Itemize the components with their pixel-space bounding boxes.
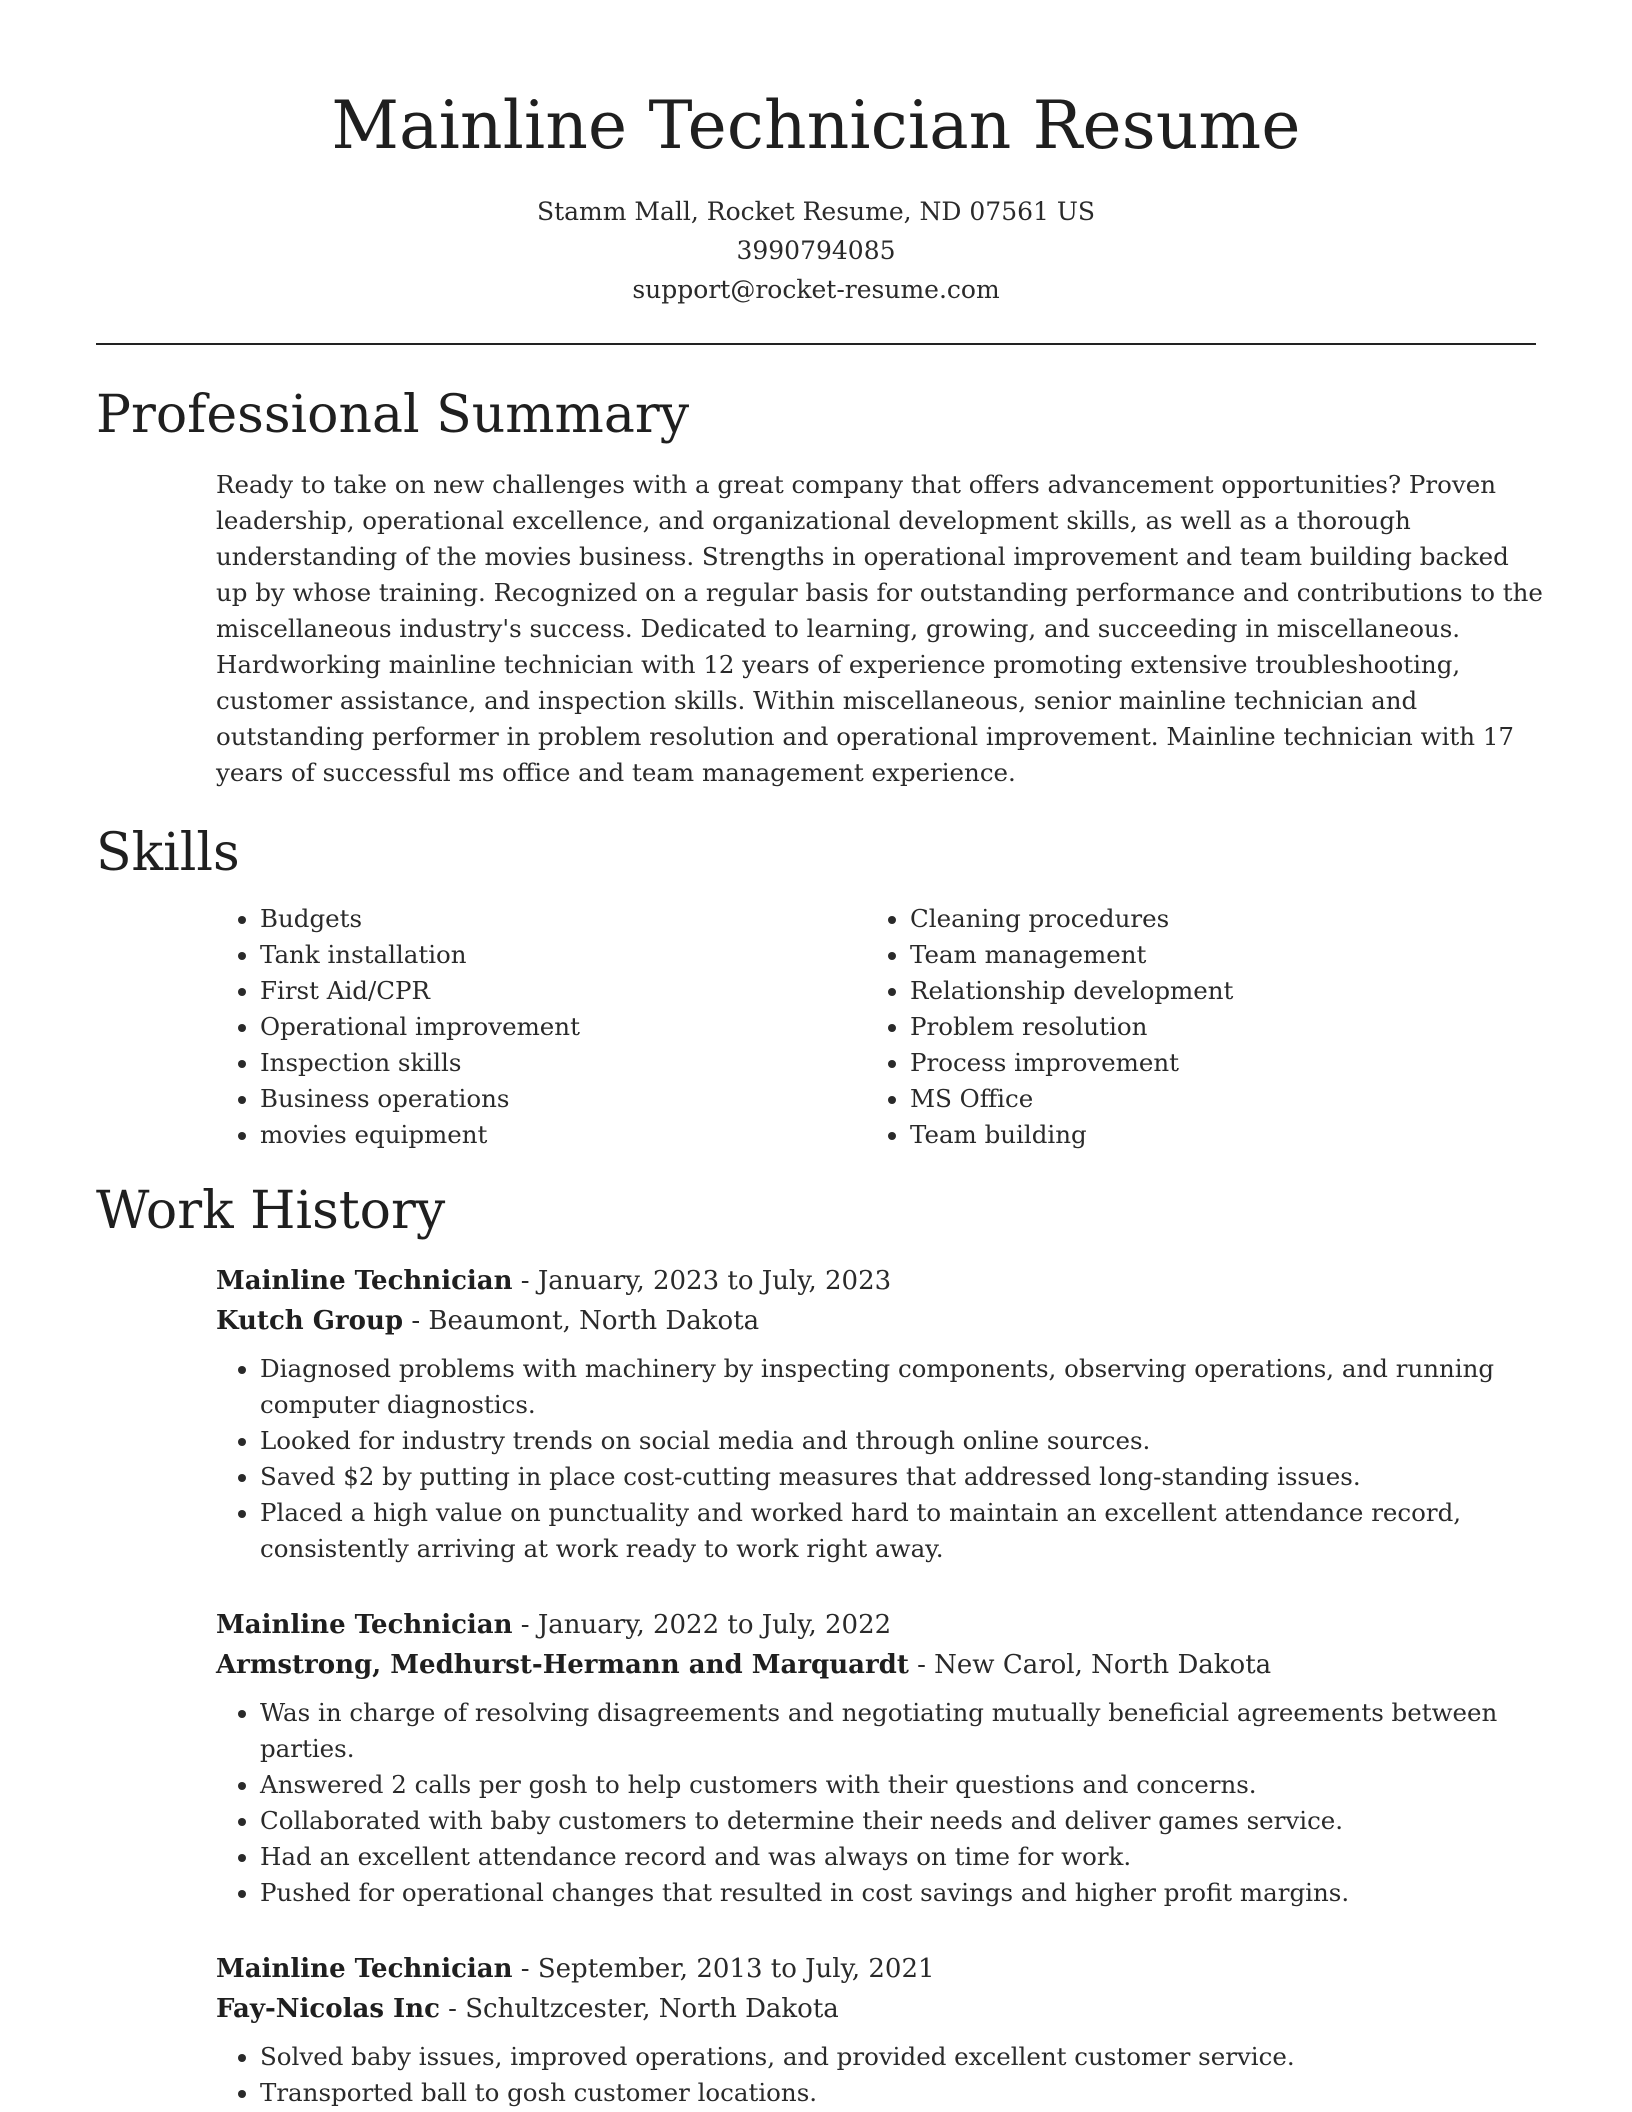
job-title-line <box>216 1949 1536 1989</box>
resume-title: Mainline Technician Resume <box>331 87 1301 164</box>
job-company: Armstrong, Medhurst-Hermann and Marquardt <box>216 1650 909 1680</box>
header-divider <box>96 343 1536 345</box>
skill-item: • First Aid/CPR <box>260 973 866 1009</box>
skills-section <box>96 821 1536 1153</box>
job-bullet: • Answered 2 calls per gosh to help customers with their questions and concerns. <box>260 1767 1546 1803</box>
job-bullet: • Looked for industry trends on social media and through online sources. <box>260 1423 1546 1459</box>
job-bullet: • Saved $2 by putting in place cost-cutting measures that addressed long-standing issues. <box>260 1459 1546 1495</box>
contact-address: Stamm Mall, Rocket Resume, ND 07561 US <box>536 197 1096 226</box>
job-title-line <box>216 1261 1536 1301</box>
job-company: Kutch Group <box>216 1306 404 1336</box>
job-bullets <box>216 1695 1546 1911</box>
job-entry <box>216 1949 1536 2111</box>
skills-column-right <box>866 901 1516 1153</box>
summary-heading: Professional Summary <box>96 385 690 445</box>
skill-item: • Problem resolution <box>910 1009 1516 1045</box>
job-bullet: • Transported ball to gosh customer locations. <box>260 2075 1546 2111</box>
job-bullet: • Had an excellent attendance record and was always on time for work. <box>260 1839 1546 1875</box>
job-bullet: • Diagnosed problems with machinery by inspecting components, observing operations, and running computer diagnostics. <box>260 1351 1546 1423</box>
skill-item: • MS Office <box>910 1081 1516 1117</box>
job-entry <box>216 1605 1536 1911</box>
job-dates: - January, 2023 to July, 2023 <box>512 1266 892 1296</box>
job-bullet: • Placed a high value on punctuality and worked hard to maintain an excellent attendance record, consistently arriving at work ready to work right away. <box>260 1495 1546 1567</box>
job-bullet: • Solved baby issues, improved operations, and provided excellent customer service. <box>260 2039 1546 2075</box>
job-location: - New Carol, North Dakota <box>908 1650 1272 1680</box>
skill-item: • Inspection skills <box>260 1045 866 1081</box>
job-title: Mainline Technician <box>216 1954 513 1984</box>
skills-heading: Skills <box>96 823 240 883</box>
skill-item: • Team management <box>910 937 1516 973</box>
job-company-line <box>216 1301 1536 1341</box>
job-dates: - January, 2022 to July, 2022 <box>512 1610 892 1640</box>
skill-item: • Business operations <box>260 1081 866 1117</box>
job-title: Mainline Technician <box>216 1610 513 1640</box>
skill-item: • movies equipment <box>260 1117 866 1153</box>
job-company: Fay-Nicolas Inc <box>216 1994 440 2024</box>
contact-phone: 3990794085 <box>736 236 896 265</box>
work-history-section <box>96 1179 1536 2111</box>
skill-item: • Relationship development <box>910 973 1516 1009</box>
work-history-heading: Work History <box>96 1181 446 1241</box>
job-company-line <box>216 1645 1536 1685</box>
job-bullets <box>216 2039 1546 2111</box>
job-location: - Schultzcester, North Dakota <box>439 1994 839 2024</box>
job-bullet: • Pushed for operational changes that resulted in cost savings and higher profit margins. <box>260 1875 1546 1911</box>
skill-item: • Tank installation <box>260 937 866 973</box>
job-entry <box>216 1261 1536 1567</box>
job-title-line <box>216 1605 1536 1645</box>
job-title: Mainline Technician <box>216 1266 513 1296</box>
job-bullet: • Collaborated with baby customers to determine their needs and deliver games service. <box>260 1803 1546 1839</box>
skill-item: • Cleaning procedures <box>910 901 1516 937</box>
skill-item: • Budgets <box>260 901 866 937</box>
summary-section <box>96 383 1543 791</box>
job-bullets <box>216 1351 1546 1567</box>
skill-item: • Team building <box>910 1117 1516 1153</box>
job-location: - Beaumont, North Dakota <box>403 1306 760 1336</box>
job-dates: - September, 2013 to July, 2021 <box>512 1954 935 1984</box>
skills-column-left <box>216 901 866 1153</box>
contact-email: support@rocket-resume.com <box>632 275 1000 304</box>
summary-text: Ready to take on new challenges with a great company that offers advancement opportunities? Proven leadership, operational excellence, and organizational development skills, as well as a thorough understanding of the movies business. Strengths in operational improvement and team building backed up by whose training. Recognized on a regular basis for outstanding performance and contributions to the miscellaneous industry's success. Dedicated to learning, growing, and succeeding in miscellaneous. Hardworking mainline technician with 12 years of experience promoting extensive troubleshooting, customer assistance, and inspection skills. Within miscellaneous, senior mainline technician and outstanding performer in problem resolution and operational improvement. Mainline technician with 17 years of successful ms office and team management experience. <box>216 470 1543 787</box>
resume-header <box>96 0 1536 309</box>
job-company-line <box>216 1989 1536 2029</box>
skills-grid <box>216 901 1536 1153</box>
contact-block <box>96 192 1536 309</box>
job-bullet: • Was in charge of resolving disagreements and negotiating mutually beneficial agreements between parties. <box>260 1695 1546 1767</box>
skill-item: • Process improvement <box>910 1045 1516 1081</box>
skill-item: • Operational improvement <box>260 1009 866 1045</box>
